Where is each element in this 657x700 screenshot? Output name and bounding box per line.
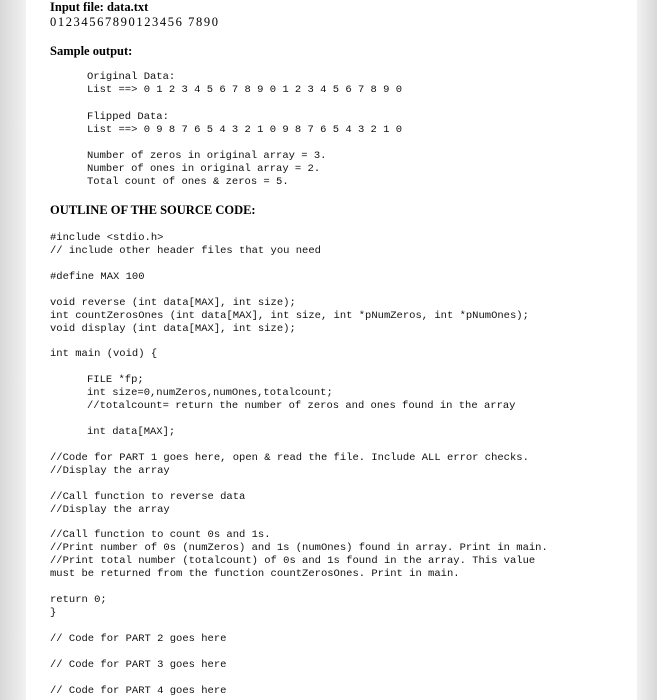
- right-page-margin: [637, 0, 657, 700]
- part3-comment: // Code for PART 3 goes here: [50, 659, 227, 671]
- sample-output-heading: Sample output:: [50, 44, 133, 58]
- part2-comment: // Code for PART 2 goes here: [50, 633, 227, 645]
- part1-display-comment: //Display the array: [50, 465, 170, 477]
- prototype-reverse: void reverse (int data[MAX], int size);: [50, 297, 296, 309]
- part4-comment: // Code for PART 4 goes here: [50, 685, 227, 697]
- document-page: [26, 0, 637, 700]
- ones-count-line: Number of ones in original array = 2.: [87, 163, 321, 175]
- decl-comment: //totalcount= return the number of zeros and ones found in the array: [87, 400, 516, 412]
- main-closing-brace: }: [50, 607, 57, 619]
- count-return-comment: must be returned from the function countZerosOnes. Print in main.: [50, 568, 460, 580]
- part1-comment: //Code for PART 1 goes here, open & read the file. Include ALL error checks.: [50, 452, 529, 464]
- flipped-data-label: Flipped Data:: [87, 111, 169, 123]
- outline-heading: OUTLINE OF THE SOURCE CODE:: [50, 203, 256, 217]
- count-print-comment: //Print number of 0s (numZeros) and 1s (numOnes) found in array. Print in main.: [50, 542, 548, 554]
- original-data-list: List ==> 0 1 2 3 4 5 6 7 8 9 0 1 2 3 4 5 6 7 8 9 0: [87, 84, 403, 96]
- main-signature: int main (void) {: [50, 348, 158, 360]
- return-statement: return 0;: [50, 594, 107, 606]
- prototype-count-zeros-ones: int countZerosOnes (int data[MAX], int size, int *pNumZeros, int *pNumOnes);: [50, 310, 529, 322]
- count-total-comment: //Print total number (totalcount) of 0s and 1s found in the array. This value: [50, 555, 536, 567]
- count-comment: //Call function to count 0s and 1s.: [50, 529, 271, 541]
- input-file-heading: Input file: data.txt: [50, 0, 149, 14]
- zeros-count-line: Number of zeros in original array = 3.: [87, 150, 327, 162]
- total-count-line: Total count of ones & zeros = 5.: [87, 176, 289, 188]
- reverse-display-comment: //Display the array: [50, 504, 170, 516]
- input-file-digits: 01234567890123456 7890: [50, 15, 220, 29]
- decl-file-pointer: FILE *fp;: [87, 374, 144, 386]
- define-line: #define MAX 100: [50, 271, 145, 283]
- decl-data-array: int data[MAX];: [87, 426, 176, 438]
- reverse-comment: //Call function to reverse data: [50, 491, 246, 503]
- include-comment-line: // include other header files that you need: [50, 245, 321, 257]
- original-data-label: Original Data:: [87, 71, 176, 83]
- prototype-display: void display (int data[MAX], int size);: [50, 323, 296, 335]
- decl-ints: int size=0,numZeros,numOnes,totalcount;: [87, 387, 333, 399]
- include-line: #include <stdio.h>: [50, 232, 164, 244]
- flipped-data-list: List ==> 0 9 8 7 6 5 4 3 2 1 0 9 8 7 6 5 4 3 2 1 0: [87, 124, 403, 136]
- left-page-margin: [0, 0, 26, 700]
